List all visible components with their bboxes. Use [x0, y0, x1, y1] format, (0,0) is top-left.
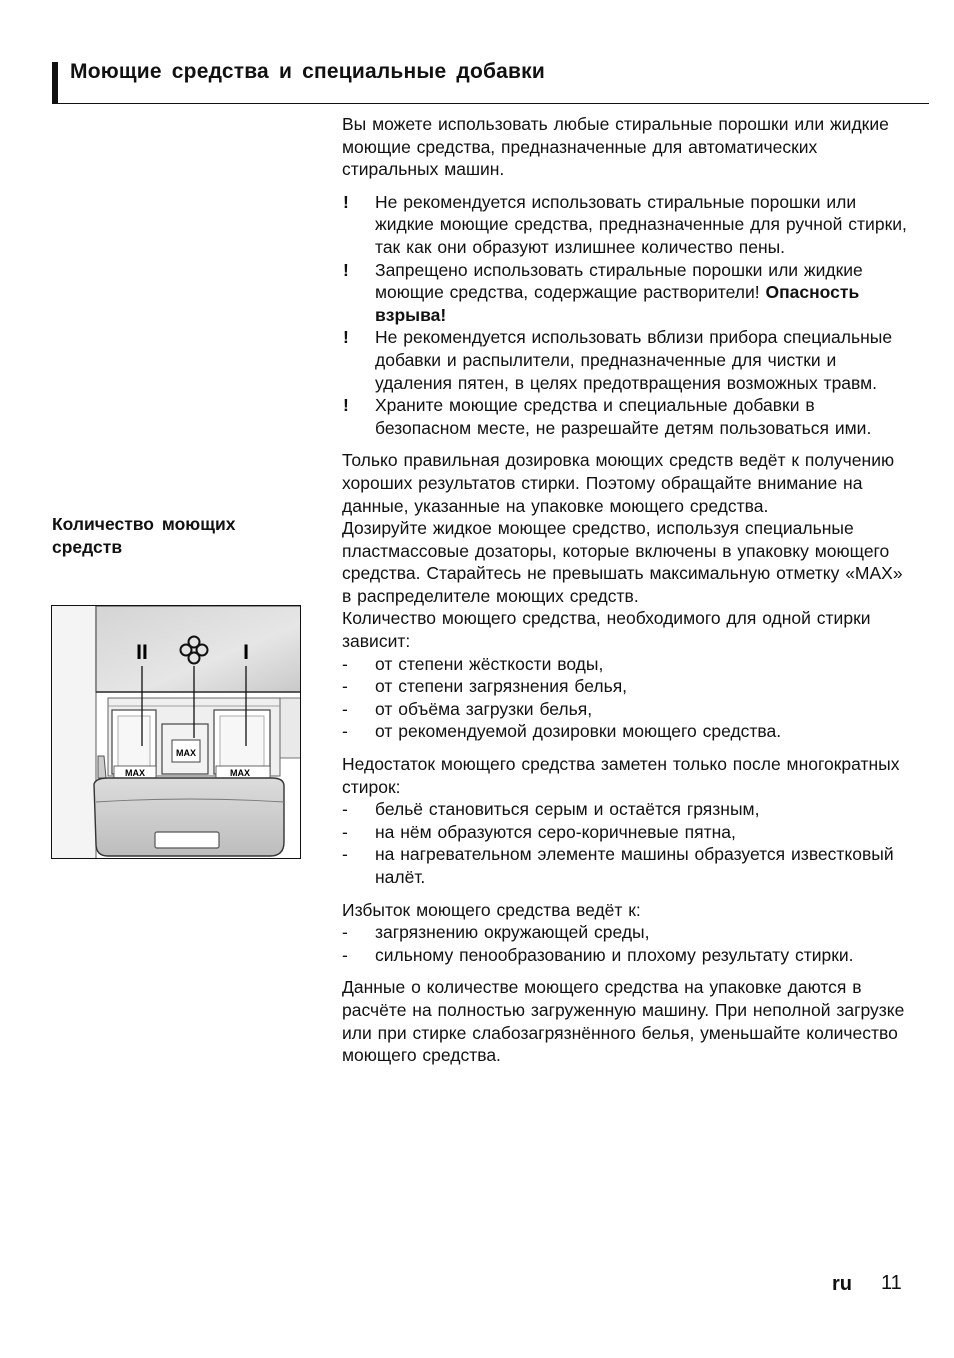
dispenser-figure	[51, 605, 301, 859]
title-rule	[52, 103, 929, 104]
dash-mark: -	[342, 821, 348, 842]
list-item	[342, 798, 908, 821]
list-item-text: от степени загрязнения белья,	[375, 676, 628, 697]
list-item-text: от степени жёсткости воды,	[375, 653, 604, 674]
list-item	[342, 720, 908, 743]
dosage-paragraph: Дозируйте жидкое моющее средство, используя специальные пластмассовые дозаторы, которые включены в упаковку моющего средства. Старайтесь не превышать максимальную отметку «MAX» в распределителе моющих средств.	[342, 518, 903, 606]
closing-paragraph: Данные о количестве моющего средства на упаковке даются в расчёте на полностью загруженную машину. При неполной загрузке или при стирке слабозагрязнённого белья, уменьшайте количество моющего средства.	[342, 977, 905, 1066]
list-item	[342, 653, 908, 676]
max-mark-right: MAX	[230, 768, 250, 778]
detergent-dispenser-drawing	[52, 606, 301, 859]
page-number: 11	[881, 1272, 902, 1294]
list-item-text: от рекомендуемой дозировки моющего средства.	[375, 721, 782, 742]
compartment-label-i: I	[243, 641, 249, 664]
footer-language: ru	[832, 1273, 852, 1295]
warning-item	[342, 394, 908, 439]
intro-paragraph: Вы можете использовать любые стиральные порошки или жидкие моющие средства, предназначенные для автоматических стиральных машин.	[342, 114, 889, 180]
max-mark-left: MAX	[125, 768, 145, 778]
dash-mark: -	[342, 653, 348, 674]
page-title: Моющие средства и специальные добавки	[70, 60, 545, 83]
warning-mark: !	[343, 327, 349, 348]
list-item	[342, 821, 908, 844]
dash-mark: -	[342, 922, 348, 943]
dosage-paragraph: Только правильная дозировка моющих средств ведёт к получению хороших результатов стирки. Поэтому обращайте внимание на данные, указанные на упаковке моющего средства.	[342, 450, 895, 516]
dash-mark: -	[342, 799, 348, 820]
warning-mark: !	[343, 395, 349, 416]
list-item	[342, 843, 908, 888]
list-item-text: на нём образуются серо-коричневые пятна,	[375, 821, 736, 842]
warning-item	[342, 191, 908, 259]
main-column	[342, 113, 908, 1067]
dash-mark: -	[342, 844, 348, 865]
shortage-paragraph: Недостаток моющего средства заметен только после многократных стирок:	[342, 754, 900, 797]
warning-emphasis: Опасность взрыва!	[375, 282, 860, 325]
title-bar	[52, 62, 58, 104]
warning-text: Храните моющие средства и специальные добавки в безопасном месте, не разрешайте детям пользоваться ими.	[375, 395, 872, 438]
max-mark-middle: MAX	[176, 748, 196, 758]
excess-paragraph: Избыток моющего средства ведёт к:	[342, 899, 641, 920]
list-item-text: загрязнению окружающей среды,	[375, 922, 650, 943]
list-item-text: бельё становиться серым и остаётся грязным,	[375, 799, 760, 820]
warning-mark: !	[343, 191, 349, 212]
section-heading: Количество моющих средств	[52, 514, 236, 557]
list-item-text: сильному пенообразованию и плохому результату стирки.	[375, 944, 854, 965]
list-item-text: от объёма загрузки белья,	[375, 698, 593, 719]
list-item	[342, 921, 908, 944]
compartment-label-ii: II	[136, 641, 148, 664]
list-item	[342, 698, 908, 721]
dash-mark: -	[342, 698, 348, 719]
dash-mark: -	[342, 676, 348, 697]
warning-text: Не рекомендуется использовать вблизи прибора специальные добавки и распылители, предназначенные для чистки и удаления пятен, в целях предотвращения возможных травм.	[375, 327, 893, 393]
warning-item	[342, 259, 908, 327]
warning-text: Не рекомендуется использовать стиральные порошки или жидкие моющие средства, предназначенные для ручной стирки, так как они образуют излишнее количество пены.	[375, 191, 907, 257]
list-item	[342, 675, 908, 698]
list-item	[342, 944, 908, 967]
warning-item	[342, 326, 908, 394]
dash-mark: -	[342, 721, 348, 742]
warning-mark: !	[343, 259, 349, 280]
list-item-text: на нагревательном элементе машины образуется известковый налёт.	[375, 844, 894, 887]
dash-mark: -	[342, 944, 348, 965]
warning-text: Запрещено использовать стиральные порошки или жидкие моющие средства, содержащие растворители!	[375, 259, 863, 303]
dosage-paragraph: Количество моющего средства, необходимого для одной стирки зависит:	[342, 608, 871, 652]
